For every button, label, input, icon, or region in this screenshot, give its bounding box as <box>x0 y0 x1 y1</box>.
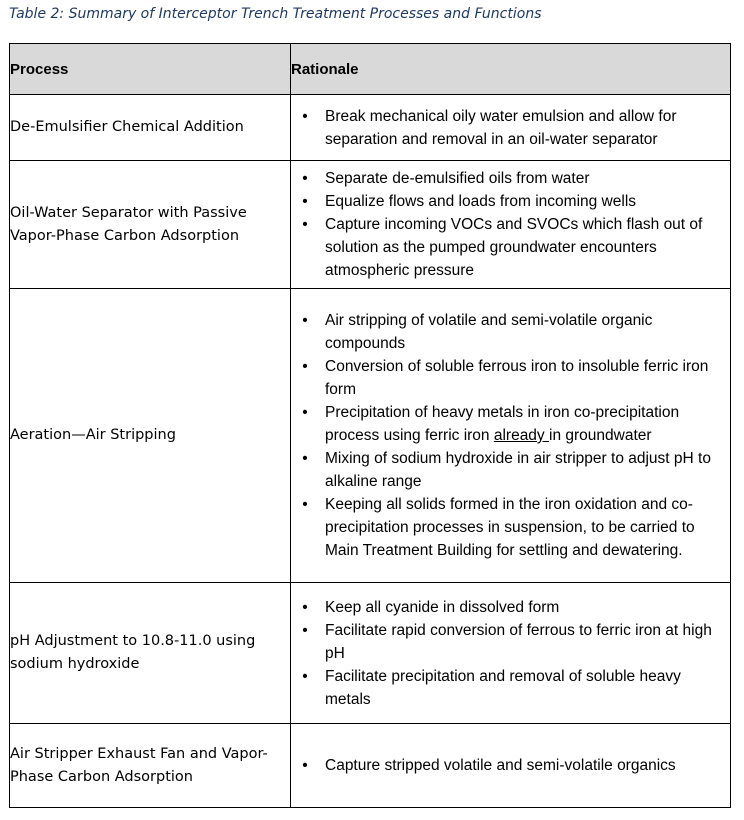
list-item <box>291 213 730 282</box>
bullet-text: Separate de-emulsified oils from water <box>325 170 590 187</box>
table-header-row <box>10 44 731 95</box>
bullet-text: Equalize flows and loads from incoming wells <box>325 193 637 210</box>
bullet-icon: • <box>302 312 308 329</box>
table-caption: Table 2: Summary of Interceptor Trench Treatment Processes and Functions <box>9 6 542 22</box>
bullet-text: Conversion of soluble ferrous iron to insoluble ferric iron form <box>325 358 709 398</box>
rationale-list <box>291 167 730 282</box>
list-item <box>291 754 730 777</box>
bullet-text: Capture incoming VOCs and SVOCs which flash out of solution as the pumped groundwater encounters atmospheric pressure <box>325 216 703 279</box>
rationale-cell <box>291 724 731 808</box>
table-row <box>10 95 731 161</box>
bullet-text-part: Precipitation of heavy metals in iron co-precipitation process using ferric iron <box>325 404 680 444</box>
table-row <box>10 724 731 808</box>
bullet-icon: • <box>302 216 308 233</box>
table-row <box>10 289 731 583</box>
header-rationale: Rationale <box>291 44 731 95</box>
bullet-text: Air stripping of volatile and semi-volatile organic compounds <box>325 312 653 352</box>
bullet-text: Keep all cyanide in dissolved form <box>325 598 560 616</box>
rationale-cell <box>291 161 731 289</box>
bullet-text: Capture stripped volatile and semi-volatile organics <box>325 757 676 774</box>
list-item <box>291 401 730 447</box>
table-row <box>10 161 731 289</box>
list-item <box>291 596 730 619</box>
bullet-icon: • <box>302 496 308 513</box>
list-item <box>291 105 730 151</box>
list-item <box>291 665 730 711</box>
treatment-summary-table <box>9 43 731 808</box>
list-item <box>291 309 730 355</box>
list-item <box>291 447 730 493</box>
rationale-list <box>291 309 730 562</box>
list-item <box>291 355 730 401</box>
table-row <box>10 583 731 724</box>
bullet-icon: • <box>302 667 308 685</box>
rationale-cell <box>291 289 731 583</box>
bullet-text <box>325 404 679 444</box>
rationale-cell <box>291 95 731 161</box>
list-item <box>291 619 730 665</box>
bullet-text: Break mechanical oily water emulsion and allow for separation and removal in an oil-water separator <box>325 107 677 148</box>
bullet-icon: • <box>302 621 308 639</box>
underlined-word: already <box>493 427 549 444</box>
bullet-icon: • <box>302 598 308 616</box>
bullet-text: Mixing of sodium hydroxide in air stripper to adjust pH to alkaline range <box>325 450 711 490</box>
process-cell: Aeration—Air Stripping <box>10 289 291 583</box>
header-process: Process <box>10 44 291 95</box>
process-cell: Oil-Water Separator with Passive Vapor-Phase Carbon Adsorption <box>10 161 291 289</box>
rationale-list <box>291 105 730 151</box>
list-item <box>291 190 730 213</box>
bullet-text-part: in groundwater <box>549 427 652 444</box>
bullet-icon: • <box>302 450 308 467</box>
process-cell: Air Stripper Exhaust Fan and Vapor-Phase Carbon Adsorption <box>10 724 291 808</box>
rationale-cell <box>291 583 731 724</box>
bullet-icon: • <box>302 757 308 774</box>
bullet-text: Facilitate precipitation and removal of soluble heavy metals <box>325 667 681 708</box>
rationale-list <box>291 596 730 711</box>
process-cell: De-Emulsifier Chemical Addition <box>10 95 291 161</box>
bullet-icon: • <box>302 193 308 210</box>
bullet-text: Facilitate rapid conversion of ferrous to ferric iron at high pH <box>325 621 712 662</box>
bullet-icon: • <box>302 404 308 421</box>
bullet-icon: • <box>302 170 308 187</box>
rationale-list <box>291 754 730 777</box>
list-item <box>291 167 730 190</box>
bullet-text: Keeping all solids formed in the iron oxidation and co-precipitation processes in suspension, to be carried to Main Treatment Building for settling and dewatering. <box>325 496 695 559</box>
process-cell: pH Adjustment to 10.8-11.0 using sodium hydroxide <box>10 583 291 724</box>
bullet-icon: • <box>302 107 308 125</box>
list-item <box>291 493 730 562</box>
bullet-icon: • <box>302 358 308 375</box>
